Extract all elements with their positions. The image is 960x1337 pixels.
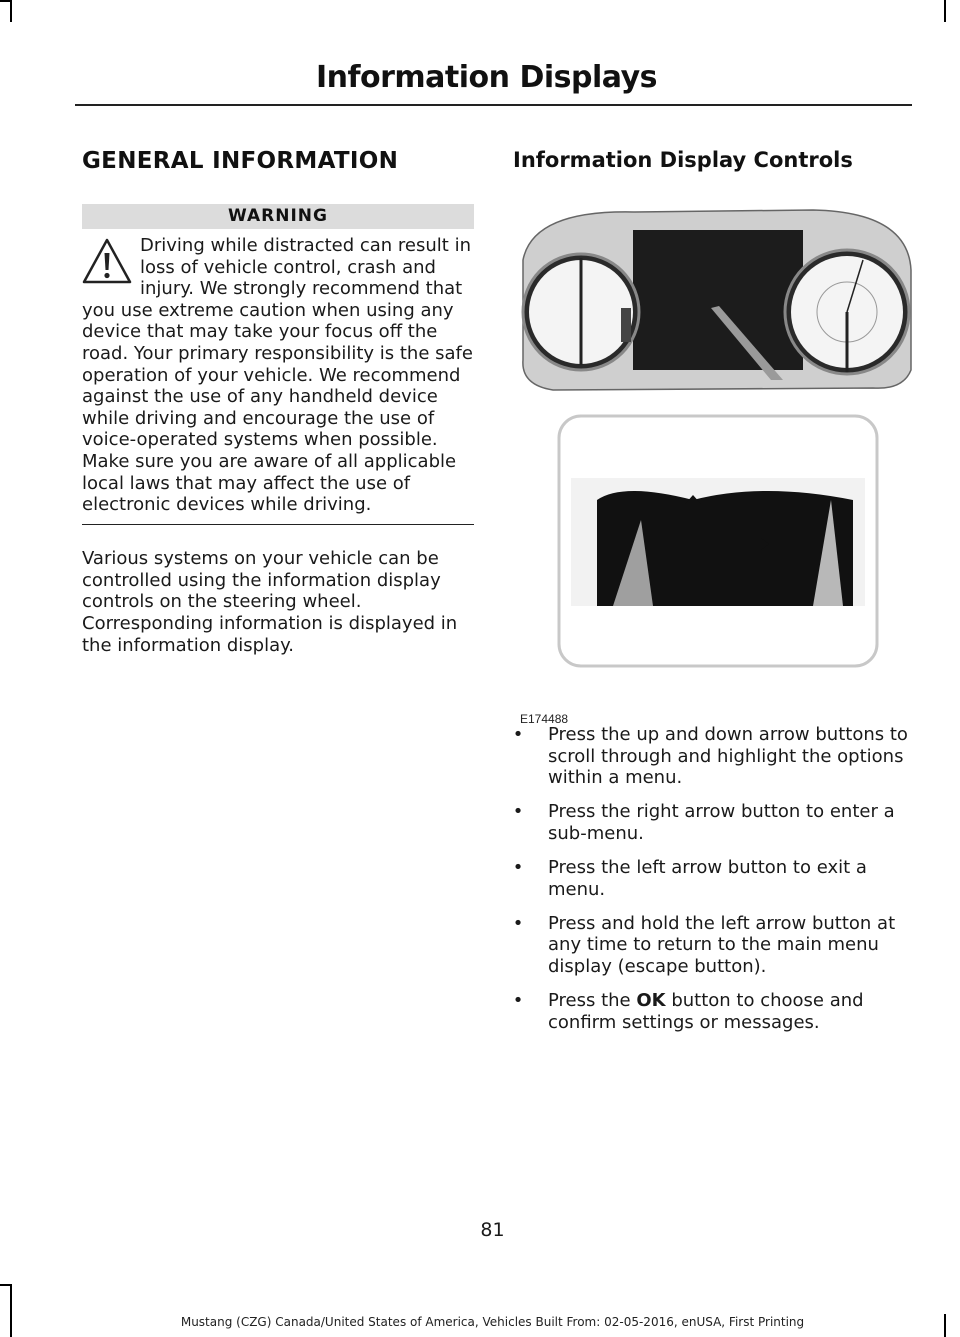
crop-mark [10,1284,12,1337]
body-paragraph: Various systems on your vehicle can be controlled using the information display controls on the steering wheel. Corresponding information is displayed in the information display. [82,548,458,656]
footer-text: Mustang (CZG) Canada/United States of America, Vehicles Built From: 02-05-2016, enUSA, First Printing [180,1315,805,1329]
list-item-text: Press the left arrow button to exit a menu. [548,856,867,900]
instrument-cluster-illustration [513,200,913,730]
bullet-marker: • [512,724,524,745]
list-item [508,857,910,900]
warning-text-rest: you use extreme caution when using any device that may take your focus off the road. Your primary responsibility is the safe operation of your vehicle. We recommend against the use of any handheld device while driving and encourage the use of voice-operated systems when possible. Make sure you are aware of all applicable local laws that may affect the use of electronic devices while driving. [82,299,473,516]
list-item-text: Press the up and down arrow buttons to scroll through and highlight the options within a menu. [548,724,908,789]
list-item [508,724,910,789]
bullet-list [508,724,910,1046]
bullet-marker: • [512,912,524,934]
warning-divider [82,524,474,526]
warning-text-lead: Driving while distracted can result in loss of vehicle control, crash and injury. We strongly recommend that [140,235,471,300]
bullet-marker: • [512,856,524,878]
list-item [508,913,910,978]
left-column [82,140,474,656]
bullet-marker: • [512,801,524,823]
bullet-marker: • [512,989,524,1011]
list-item [508,990,910,1033]
warning-body [82,235,474,516]
list-item-text-after: button to choose and confirm settings or messages. [548,989,864,1033]
speedometer-gauge [785,250,909,374]
section-heading: GENERAL INFORMATION [82,148,399,174]
list-item [508,801,910,844]
crop-mark [944,0,946,22]
list-item-text: Press and hold the left arrow button at any time to return to the main menu display (escape button). [548,912,896,977]
ok-button-label: OK [636,989,666,1011]
page-header-title: Information Displays [315,60,657,95]
list-item-text: Press the right arrow button to enter a sub-menu. [548,801,895,844]
warning-triangle-icon [82,237,132,287]
tachometer-gauge [523,254,639,370]
subsection-heading: Information Display Controls [513,148,853,172]
list-item-text-before: Press the [548,989,637,1011]
crop-mark [0,1284,11,1286]
figure-code: E174488 [520,712,569,726]
page-number: 81 [480,1219,505,1241]
right-column [513,140,913,172]
warning-label: WARNING [82,204,474,229]
header-divider [75,104,912,106]
crop-mark [10,0,12,22]
